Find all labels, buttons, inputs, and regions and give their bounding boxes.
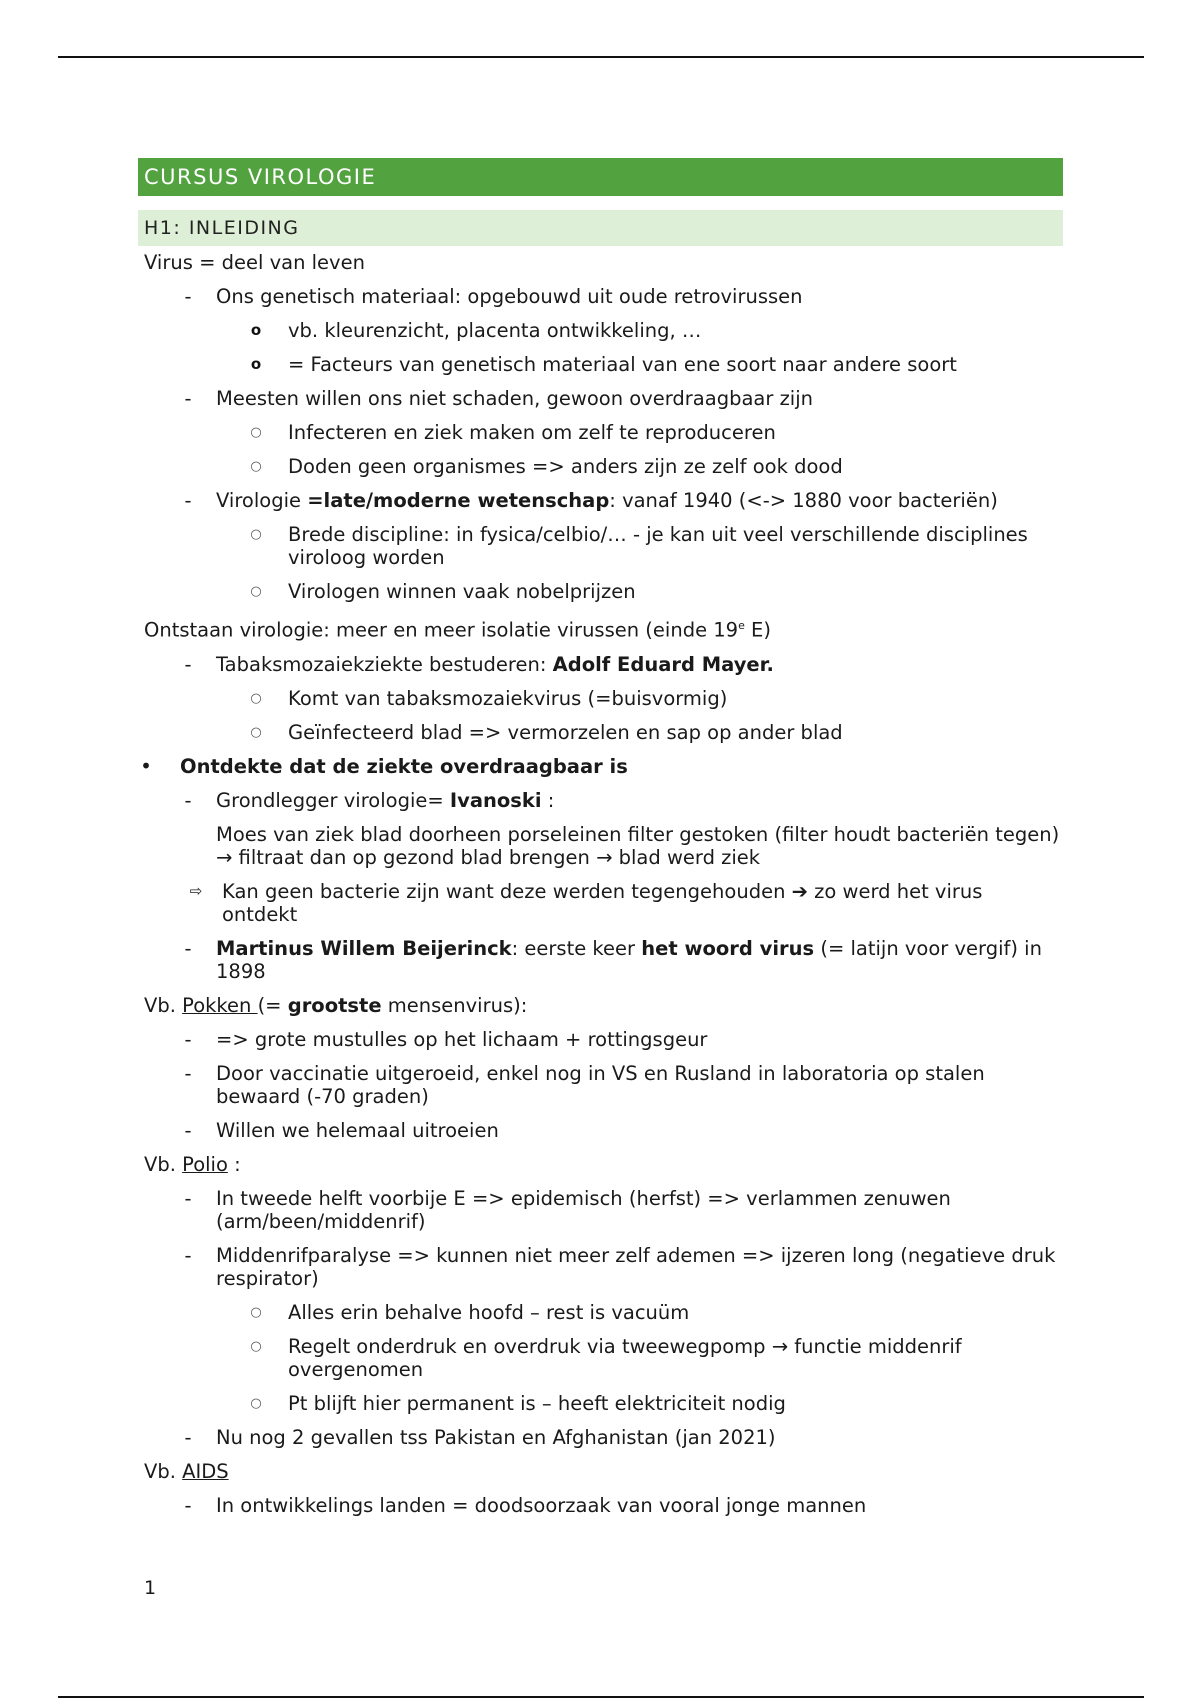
dash-marker: - <box>184 387 192 410</box>
circle-bullet-icon: o <box>250 355 262 373</box>
dash-marker: - <box>184 1425 192 1449</box>
circle-bullet-icon: ○ <box>250 459 262 474</box>
circle-bullet-icon: ○ <box>250 425 262 440</box>
page-title: CURSUS VIROLOGIE <box>138 158 1063 196</box>
text-line: Vb. Pokken (= grootste mensenvirus): <box>144 993 528 1017</box>
circle-bullet-icon: ○ <box>250 1395 262 1411</box>
circle-bullet-icon: o <box>250 321 262 339</box>
sub-list-item: ○ Infecteren en ziek maken om zelf te reproduceren <box>138 416 1063 450</box>
dash-marker: - <box>184 788 192 812</box>
arrow-item: ⇨ Kan geen bacterie zijn want deze werden tegengehouden ➔ zo werd het virus ontdekt <box>138 875 1063 932</box>
list-item: - Grondlegger virologie= Ivanoski : <box>138 784 1063 818</box>
document-body <box>138 158 1063 1523</box>
arrow-right-icon: ⇨ <box>189 881 203 900</box>
dash-marker: - <box>184 1186 192 1210</box>
circle-bullet-icon: ○ <box>250 527 262 542</box>
sub-list-item: o vb. kleurenzicht, placenta ontwikkeling, … <box>138 314 1063 348</box>
sub-list-item: ○ Geïnfecteerd blad => vermorzelen en sap op ander blad <box>138 716 1063 750</box>
list-item: - Ons genetisch materiaal: opgebouwd uit oude retrovirussen <box>138 280 1063 314</box>
dash-marker: - <box>184 1061 192 1085</box>
section-heading: H1: INLEIDING <box>138 210 1063 246</box>
text-line: Ontstaan virologie: meer en meer isolatie virussen (einde 19e E) <box>144 618 771 642</box>
sub-list-item: ○ Brede discipline: in fysica/celbio/… - je kan uit veel verschillende disciplines viroloog worden <box>138 518 1063 575</box>
sub-list-item: ○ Doden geen organismes => anders zijn ze zelf ook dood <box>138 450 1063 484</box>
circle-bullet-icon: ○ <box>250 1304 262 1320</box>
top-rule <box>58 56 1144 58</box>
dash-marker: - <box>184 1493 192 1517</box>
bullet-item: • Ontdekte dat de ziekte overdraagbaar is <box>138 750 1063 784</box>
sub-list-item: o = Facteurs van genetisch materiaal van ene soort naar andere soort <box>138 348 1063 382</box>
circle-bullet-icon: ○ <box>250 584 262 599</box>
page-number: 1 <box>144 1577 157 1599</box>
list-item: - Door vaccinatie uitgeroeid, enkel nog in VS en Rusland in laboratoria op stalen bewaard (-70 graden) <box>138 1057 1063 1114</box>
circle-bullet-icon: ○ <box>250 690 262 706</box>
list-item: - Martinus Willem Beijerinck: eerste keer het woord virus (= latijn voor vergif) in 1898 <box>138 932 1063 989</box>
list-item: - In tweede helft voorbije E => epidemisch (herfst) => verlammen zenuwen (arm/been/middenrif) <box>138 1182 1063 1239</box>
list-item: - In ontwikkelings landen = doodsoorzaak van vooral jonge mannen <box>138 1489 1063 1523</box>
bottom-rule <box>58 1696 1144 1698</box>
sub-list-item: ○ Virologen winnen vaak nobelprijzen <box>138 575 1063 609</box>
dash-marker: - <box>184 936 192 960</box>
text-line: Vb. AIDS <box>144 1459 229 1483</box>
dash-marker: - <box>184 489 192 512</box>
dash-marker: - <box>184 285 192 308</box>
text-line: Moes van ziek blad doorheen porseleinen filter gestoken (filter houdt bacteriën tegen) → filtraat dan op gezond blad brengen → blad werd ziek <box>216 822 1060 869</box>
list-item: - Middenrifparalyse => kunnen niet meer zelf ademen => ijzeren long (negatieve druk respirator) <box>138 1239 1063 1296</box>
sub-list-item: ○ Alles erin behalve hoofd – rest is vacuüm <box>138 1296 1063 1330</box>
list-item: - Tabaksmozaiekziekte bestuderen: Adolf Eduard Mayer. <box>138 648 1063 682</box>
list-item: - Meesten willen ons niet schaden, gewoon overdraagbaar zijn <box>138 382 1063 416</box>
dash-marker: - <box>184 1118 192 1142</box>
dash-marker: - <box>184 1027 192 1051</box>
dash-marker: - <box>184 1243 192 1267</box>
text-line: Virus = deel van leven <box>144 251 365 274</box>
list-item: - Virologie =late/moderne wetenschap: vanaf 1940 (<-> 1880 voor bacteriën) <box>138 484 1063 518</box>
circle-bullet-icon: ○ <box>250 1338 262 1354</box>
list-item: - Willen we helemaal uitroeien <box>138 1114 1063 1148</box>
text-line: Vb. Polio : <box>144 1152 241 1176</box>
dash-marker: - <box>184 652 192 676</box>
sub-list-item: ○ Regelt onderdruk en overdruk via tweewegpomp → functie middenrif overgenomen <box>138 1330 1063 1387</box>
list-item: - => grote mustulles op het lichaam + rottingsgeur <box>138 1023 1063 1057</box>
list-item: - Nu nog 2 gevallen tss Pakistan en Afghanistan (jan 2021) <box>138 1421 1063 1455</box>
bullet-icon: • <box>140 753 152 778</box>
sub-list-item: ○ Pt blijft hier permanent is – heeft elektriciteit nodig <box>138 1387 1063 1421</box>
sub-list-item: ○ Komt van tabaksmozaiekvirus (=buisvormig) <box>138 682 1063 716</box>
circle-bullet-icon: ○ <box>250 724 262 740</box>
